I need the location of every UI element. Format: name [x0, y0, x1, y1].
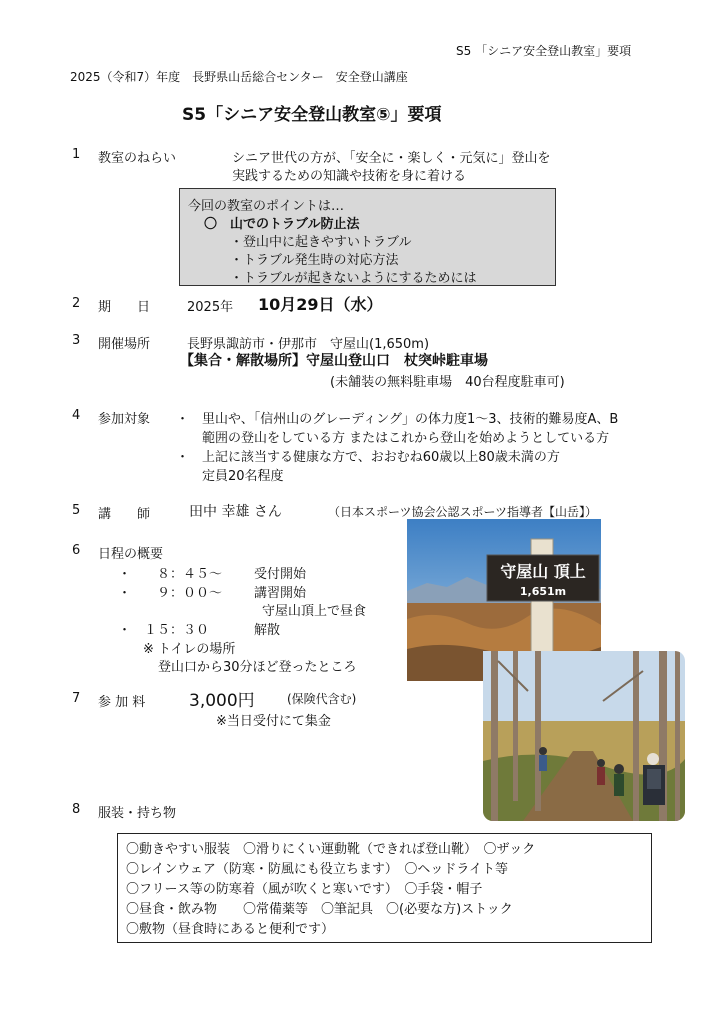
schedule-3-time: ・ １５：３０ — [118, 623, 210, 638]
section1-num: 1 — [72, 147, 81, 162]
section7-label: 参 加 料 — [98, 695, 146, 710]
section8-label: 服装・持ち物 — [98, 806, 177, 821]
point-box-item-3: ・トラブルが起きないようにするためには — [230, 271, 477, 286]
section4-num: 4 — [72, 408, 81, 423]
header-org-line: 2025（令和7）年度 長野県山岳総合センター 安全登山講座 — [70, 70, 408, 84]
payment-note: ※当日受付にて集金 — [216, 714, 331, 729]
toilet-note-2: 登山口から30分ほど登ったところ — [158, 660, 357, 675]
section3-place: 長野県諏訪市・伊那市 守屋山(1,650m) — [187, 337, 430, 352]
section6-num: 6 — [72, 543, 81, 558]
section4-line-3: ・ 上記に該当する健康な方で、おおむね60歳以上80歳未満の方 — [176, 450, 560, 465]
section4-label: 参加対象 — [98, 412, 151, 427]
items-line-2: 〇レインウェア（防寒・防風にも役立ちます） 〇ヘッドライト等 — [126, 862, 508, 877]
items-line-3: 〇フリース等の防寒着（風が吹くと寒いです） 〇手袋・帽子 — [126, 882, 483, 897]
section1-text-1: シニア世代の方が、「安全に・楽しく・元気に」登山を — [232, 151, 551, 166]
summit-sign-elevation: 1,651m — [519, 585, 567, 598]
schedule-2-sub: 守屋山頂上で昼食 — [262, 604, 367, 619]
page-title: S5「シニア安全登山教室⑤」要項 — [182, 105, 442, 125]
point-box — [179, 188, 556, 286]
section7-num: 7 — [72, 691, 81, 706]
summit-sign-title: 守屋山 頂上 — [500, 562, 586, 581]
items-line-4: 〇昼食・飲み物 〇常備薬等 〇筆記具 〇(必要な方)ストック — [126, 902, 513, 917]
section2-year: 2025年 — [187, 300, 234, 315]
section8-num: 8 — [72, 802, 81, 817]
point-box-heading: 〇 山でのトラブル防止法 — [204, 217, 360, 232]
section5-label: 講 師 — [98, 507, 151, 522]
section1-label: 教室のねらい — [98, 151, 177, 166]
items-box — [117, 833, 652, 943]
items-line-1: 〇動きやすい服装 〇滑りにくい運動靴（できれば登山靴） 〇ザック — [126, 842, 536, 857]
schedule-1-desc: 受付開始 — [254, 567, 307, 582]
point-box-intro: 今回の教室のポイントは… — [188, 199, 345, 214]
photo-hikers — [483, 651, 685, 821]
schedule-2-time: ・ ９：００～ — [118, 586, 223, 601]
header-doc-id: S5 「シニア安全登山教室」要項 — [456, 44, 632, 58]
section3-meeting: 【集合・解散場所】守屋山登山口 杖突峠駐車場 — [180, 353, 488, 369]
section3-num: 3 — [72, 333, 81, 348]
section3-label: 開催場所 — [98, 337, 151, 352]
section4-line-1: ・ 里山や、「信州山のグレーディング」の体力度1～3、技術的難易度A、B — [176, 412, 619, 427]
section6-label: 日程の概要 — [98, 547, 164, 562]
toilet-note-1: ※ トイレの場所 — [143, 642, 236, 657]
section4-line-4: 定員20名程度 — [202, 469, 284, 484]
point-box-item-1: ・登山中に起きやすいトラブル — [230, 235, 412, 250]
section5-num: 5 — [72, 503, 81, 518]
instructor-name: 田中 幸雄 さん — [189, 504, 282, 520]
fee-amount: 3,000円 — [189, 691, 255, 711]
instructor-affiliation: （日本スポーツ協会公認スポーツ指導者【山岳】） — [328, 505, 598, 519]
section2-date: 10月29日（水） — [258, 295, 383, 314]
section2-num: 2 — [72, 296, 81, 311]
section3-parking: (未舗装の無料駐車場 40台程度駐車可) — [330, 375, 565, 390]
section1-text-2: 実践するための知識や技術を身に着ける — [232, 169, 467, 184]
point-box-item-2: ・トラブル発生時の対応方法 — [230, 253, 399, 268]
schedule-3-desc: 解散 — [254, 623, 281, 638]
section2-label: 期 日 — [98, 300, 151, 315]
section4-line-2: 範囲の登山をしている方 またはこれから登山を始めようとしている方 — [202, 431, 610, 446]
items-line-5: 〇敷物（昼食時にあると便利です） — [126, 922, 335, 937]
schedule-1-time: ・ ８：４５～ — [118, 567, 223, 582]
fee-note: (保険代含む) — [287, 692, 357, 706]
schedule-2-desc: 講習開始 — [254, 586, 307, 601]
